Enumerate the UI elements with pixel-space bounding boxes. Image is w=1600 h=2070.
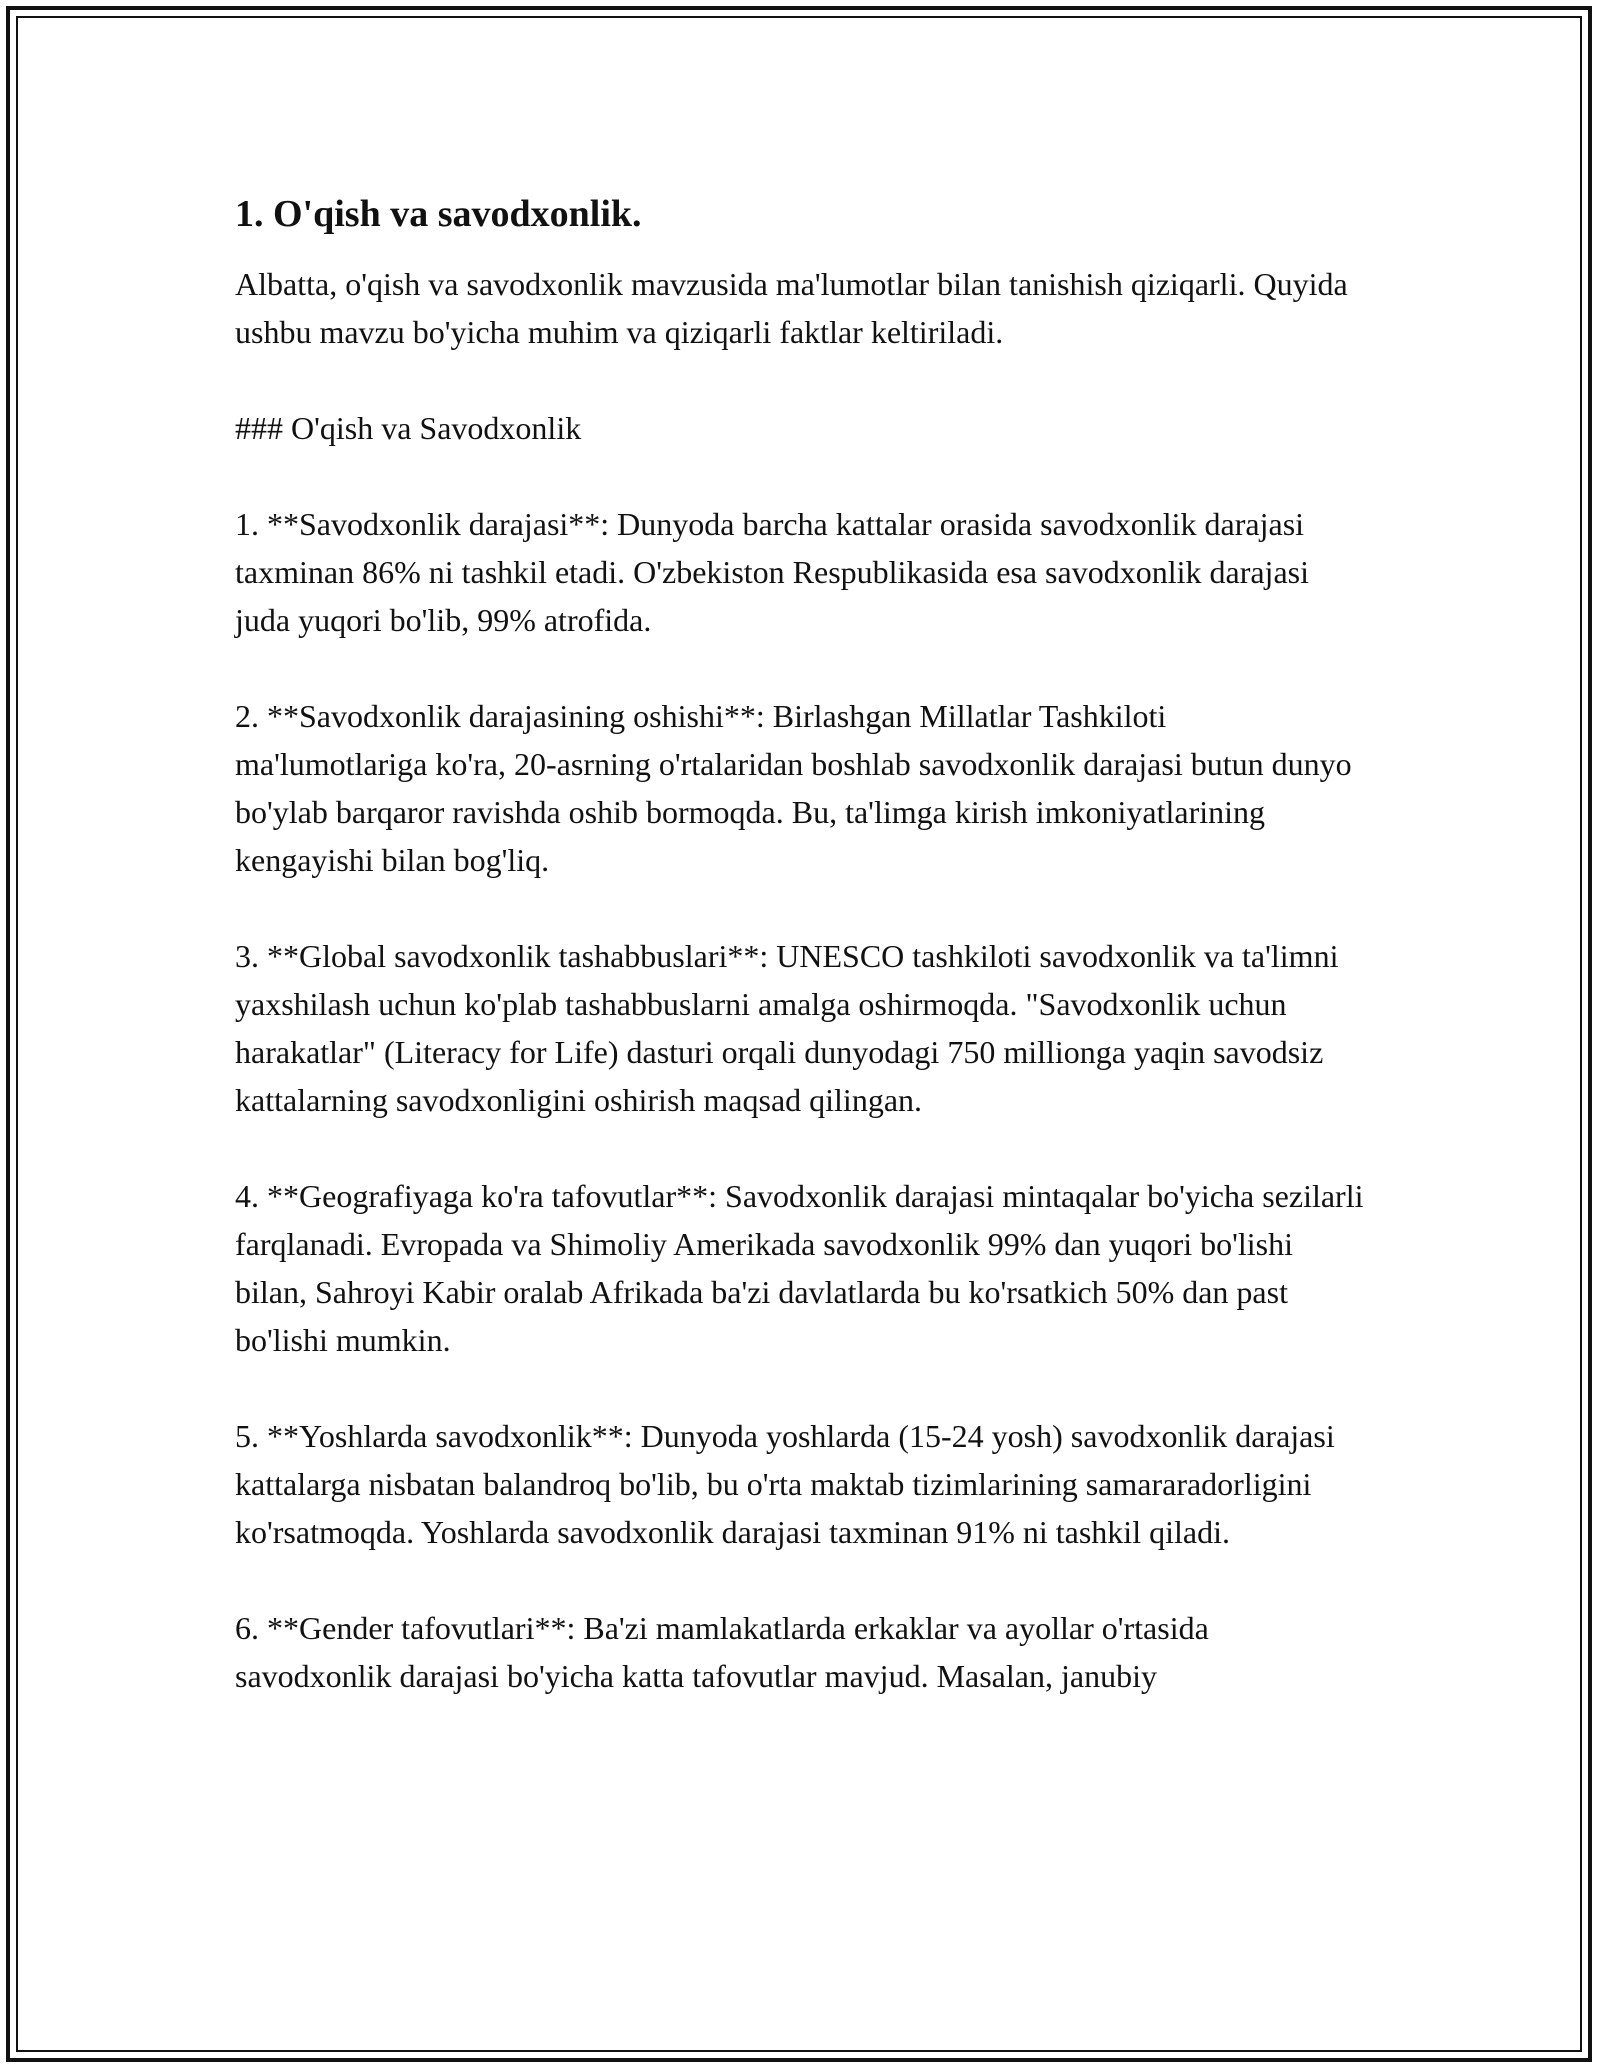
document-body — [235, 190, 1365, 1748]
document-title: 1. O'qish va savodxonlik. — [235, 193, 642, 235]
section-heading: ### O'qish va Savodxonlik — [235, 410, 582, 446]
list-item-6: 6. **Gender tafovutlari**: Ba'zi mamlakatlarda erkaklar va ayollar o'rtasida savodxonlik darajasi bo'yicha katta tafovutlar mavjud. Masalan, janubiy — [235, 1610, 1209, 1694]
list-item-4: 4. **Geografiyaga ko'ra tafovutlar**: Savodxonlik darajasi mintaqalar bo'yicha sezilarli farqlanadi. Evropada va Shimoliy Amerikada savodxonlik 99% dan yuqori bo'lishi bilan, Sahroyi Kabir oralab Afrikada ba'zi davlatlarda bu ko'rsatkich 50% dan past bo'lishi mumkin. — [235, 1178, 1364, 1358]
intro-paragraph: Albatta, o'qish va savodxonlik mavzusida ma'lumotlar bilan tanishish qiziqarli. Quyida ushbu mavzu bo'yicha muhim va qiziqarli faktlar keltiriladi. — [235, 266, 1348, 350]
list-item-5: 5. **Yoshlarda savodxonlik**: Dunyoda yoshlarda (15-24 yosh) savodxonlik darajasi kattalarga nisbatan balandroq bo'lib, bu o'rta maktab tizimlarining samararadorligini ko'rsatmoqda. Yoshlarda savodxonlik darajasi taxminan 91% ni tashkil qiladi. — [235, 1418, 1335, 1550]
list-item-2: 2. **Savodxonlik darajasining oshishi**: Birlashgan Millatlar Tashkiloti ma'lumotlariga ko'ra, 20-asrning o'rtalaridan boshlab savodxonlik darajasi butun dunyo bo'ylab barqaror ravishda oshib bormoqda. Bu, ta'limga kirish imkoniyatlarining kengayishi bilan bog'liq. — [235, 698, 1352, 878]
list-item-1: 1. **Savodxonlik darajasi**: Dunyoda barcha kattalar orasida savodxonlik darajasi taxminan 86% ni tashkil etadi. O'zbekiston Respublikasida esa savodxonlik darajasi juda yuqori bo'lib, 99% atrofida. — [235, 506, 1309, 638]
list-item-3: 3. **Global savodxonlik tashabbuslari**: UNESCO tashkiloti savodxonlik va ta'limni yaxshilash uchun ko'plab tashabbuslarni amalga oshirmoqda. "Savodxonlik uchun harakatlar" (Literacy for Life) dasturi orqali dunyodagi 750 millionga yaqin savodsiz kattalarning savodxonligini oshirish maqsad qilingan. — [235, 938, 1339, 1118]
